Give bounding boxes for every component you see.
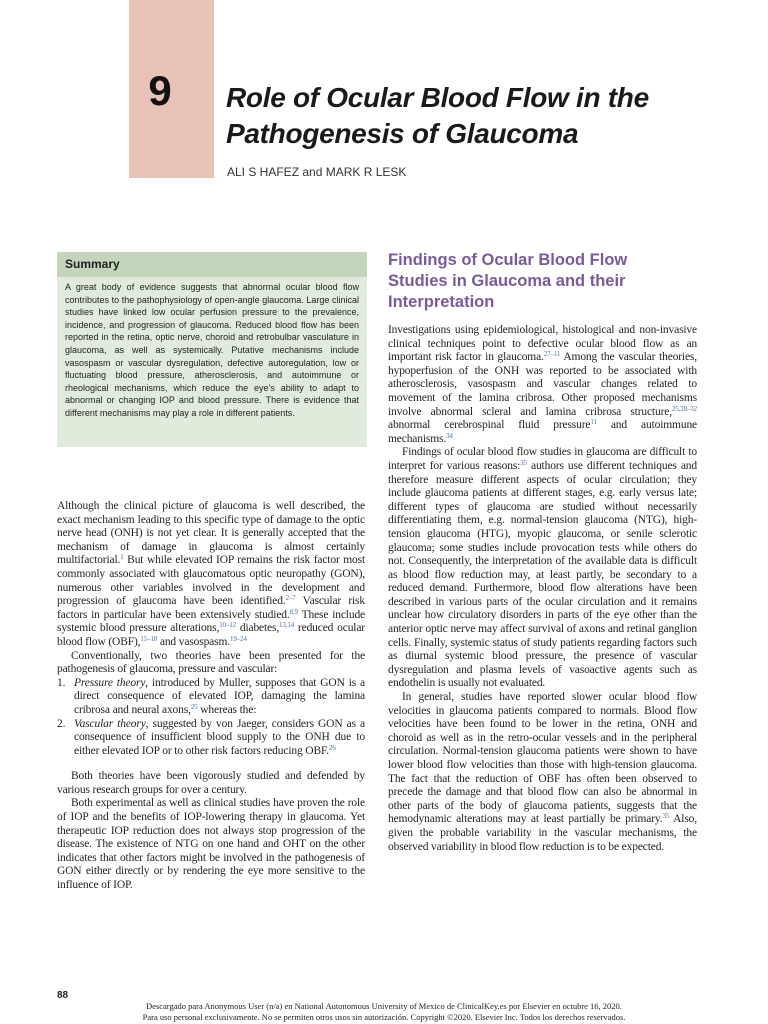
body-paragraph: Conventionally, two theories have been presented for the pathogenesis of glaucoma, pressure and vascular: [57,649,365,676]
citation-link[interactable]: 8,9 [289,607,298,616]
text-run: , suggested by von Jaeger, considers GON as a consequence of insufficient blood supply to the ONH due to either elevated IOP or to other risk factors reducing OBF. [74,717,365,757]
text-run: diabetes, [235,622,280,635]
intro-paragraph [57,500,365,650]
text-run: In general, studies have reported slower ocular blood flow velocities in glaucoma patients compared to normals. Blood flow velocities have been found to be lower in the retina, ONH and choroid as well as in the retro-ocular vessels and in the peripheral circulation. Normal-tension glaucoma patients were shown to have lower blood flow velocities than those with high-tension glaucoma. The fact that the reduction of OBF has often been observed to precede the damage and that blood flow can also be abnormal in other parts of the body of glaucoma patients, suggests that the hemodynamic alterations may at least partially be primary. [388,691,697,826]
citation-link[interactable]: 35 [662,812,670,821]
citation-link[interactable]: 34 [446,431,453,440]
chapter-number: 9 [148,67,172,114]
download-footer [0,1001,768,1023]
citation-link[interactable]: 2–7 [285,594,296,603]
body-paragraph: Both theories have been vigorously studied and defended by various research groups for over a century. [57,770,365,796]
footer-line: Descargado para Anonymous User (n/a) en National Autonomous University of Mexico de ClinicalKey.es por Elsevier en octubre 16, 2020. [146,1001,622,1011]
list-number: 1. [57,676,66,689]
body-paragraph [388,324,697,446]
body-paragraph [388,691,697,854]
citation-link[interactable]: 25,28–32 [671,404,697,413]
text-run: and autoimmune mechanisms. [388,419,698,445]
text-run: Among the vascular theories, hypoperfusion of the ONH was reported to be associated with atherosclerosis, vasospasm and vascular changes related to movement of the lamina cribrosa. Other proposed mechanisms involve abnormal scleral and lamina cribrosa structure, [388,351,697,418]
text-run: Vascular risk factors in particular have been extensively studied. [57,595,365,621]
summary-heading: Summary [57,252,367,277]
citation-link[interactable]: 15–18 [140,634,158,643]
citation-link[interactable]: 19–24 [229,634,247,643]
text-run: Findings of ocular blood flow studies in glaucoma are difficult to interpret for various reasons: [388,446,697,472]
body-paragraph [388,446,697,691]
citation-link[interactable]: 25 [190,702,198,711]
chapter-title: Role of Ocular Blood Flow in the Pathogenesis of Glaucoma [226,82,649,149]
summary-box [57,252,367,447]
list-item [57,718,365,759]
page-number: 88 [57,990,69,1001]
summary-text: A great body of evidence suggests that abnormal ocular blood flow contributes to the pathophysiology of open-angle glaucoma. Large clinical studies have linked low ocular perfusion pressure to the prevalence, incidence, and progression of glaucoma. Reduced blood flow has been reported in the retina, optic nerve, choroid and retrobulbar vasculature in glaucoma, as well as systemically. Putative mechanisms include vasospasm or vascular dysregulation, defective autoregulation, low or fluctuating blood pressure, atherosclerosis, and autoimmune or rheological mechanisms, which reduce the eye’s ability to adapt to abnormal or changing IOP and blood pressure. There is evidence that different mechanisms may play a role in different patients. [65,282,359,418]
citation-link[interactable]: 1 [120,553,124,562]
text-run: abnormal cerebrospinal fluid pressure [388,419,591,432]
text-run: Although the clinical picture of glaucoma is well described, the exact mechanism leading to this specific type of damage to the optic nerve head (ONH) is not yet clear. It is generally accepted that the mechanism of damage in glaucoma is almost certainly multifactorial. [57,500,365,567]
text-run: whereas the: [197,703,257,716]
left-column [57,500,365,893]
citation-link[interactable]: 27–11 [543,350,561,359]
citation-link[interactable]: 13,14 [279,621,295,630]
list-term: Vascular theory [74,717,146,730]
section-heading: Findings of Ocular Blood Flow Studies in Glaucoma and their Interpretation [388,251,628,311]
text-run: authors use different techniques and therefore measure different aspects of ocular circulation; they include glaucoma patients at different stages, e.g. early versus late; different types of glaucoma are studied without necessarily differentiating them, e.g. normal-tension glaucoma (NTG), high-tension glaucoma (HTG), myopic glaucoma, or senile sclerotic glaucoma; some studies include provocation tests while others do not. Consequently, the interpretation of the available data is difficult as blood flow reduction may, at least partly, be secondary to a reduced demand. Furthermore, blood flow alterations have been described in various parts of the ocular circulation and it remains unclear how circulatory disorders in parts of the eye other than the anterior optic nerve may affect survival of axons and retinal ganglion cells. Finally, systemic status of study patients regarding factors such as diurnal systemic blood pressure, the presence of vascular dysregulation and plasma levels of vasoactive agents such as endothelin is usually not evaluated. [388,459,697,690]
list-item [57,677,365,718]
list-term: Pressure theory [74,676,146,689]
citation-link[interactable]: 26 [329,743,336,752]
body-paragraph: Both experimental as well as clinical studies have proven the role of IOP and the benefits of IOP-lowering therapy in glaucoma. Yet therapeutic IOP reduction does not always stop progression of the disease. The existence of NTG on one hand and OHT on the other indicates that other factors might be involved in the pathogenesis of GON either directly or by rendering the eye more sensitive to the influence of IOP. [57,797,365,892]
footer-line: Para uso personal exclusivamente. No se permiten otros usos sin autorización. Copyright ©2020. Elsevier Inc. Todos los derechos reservados. [142,1012,626,1022]
theory-list [57,677,365,759]
text-run: Also, given the probable variability in the vascular mechanisms, the observed variability in blood flow reduction is to be expected. [388,813,697,853]
citation-link[interactable]: 35 [520,458,527,467]
chapter-authors: ALI S HAFEZ and MARK R LESK [227,165,407,179]
text-run: These include systemic blood pressure alterations, [57,608,365,635]
text-run: and vasospasm. [157,635,230,648]
citation-link[interactable]: 10–12 [219,621,236,630]
citation-link[interactable]: 11 [590,418,597,427]
right-column [388,324,697,854]
text-run: reduced ocular blood flow (OBF), [57,622,365,648]
text-run: But while elevated IOP remains the risk factor most commonly associated with glaucomatous optic neuropathy (GON), numerous other variables involved in the development and progression of glaucoma have been identified. [57,554,365,608]
text-run: , introduced by Muller, supposes that GON is a direct consequence of elevated IOP, damaging the lamina cribrosa and neural axons, [74,676,365,716]
list-number: 2. [57,717,66,730]
text-run: Investigations using epidemiological, histological and non-invasive clinical techniques point to defective ocular blood flow as an important risk factor in glaucoma. [388,324,697,364]
